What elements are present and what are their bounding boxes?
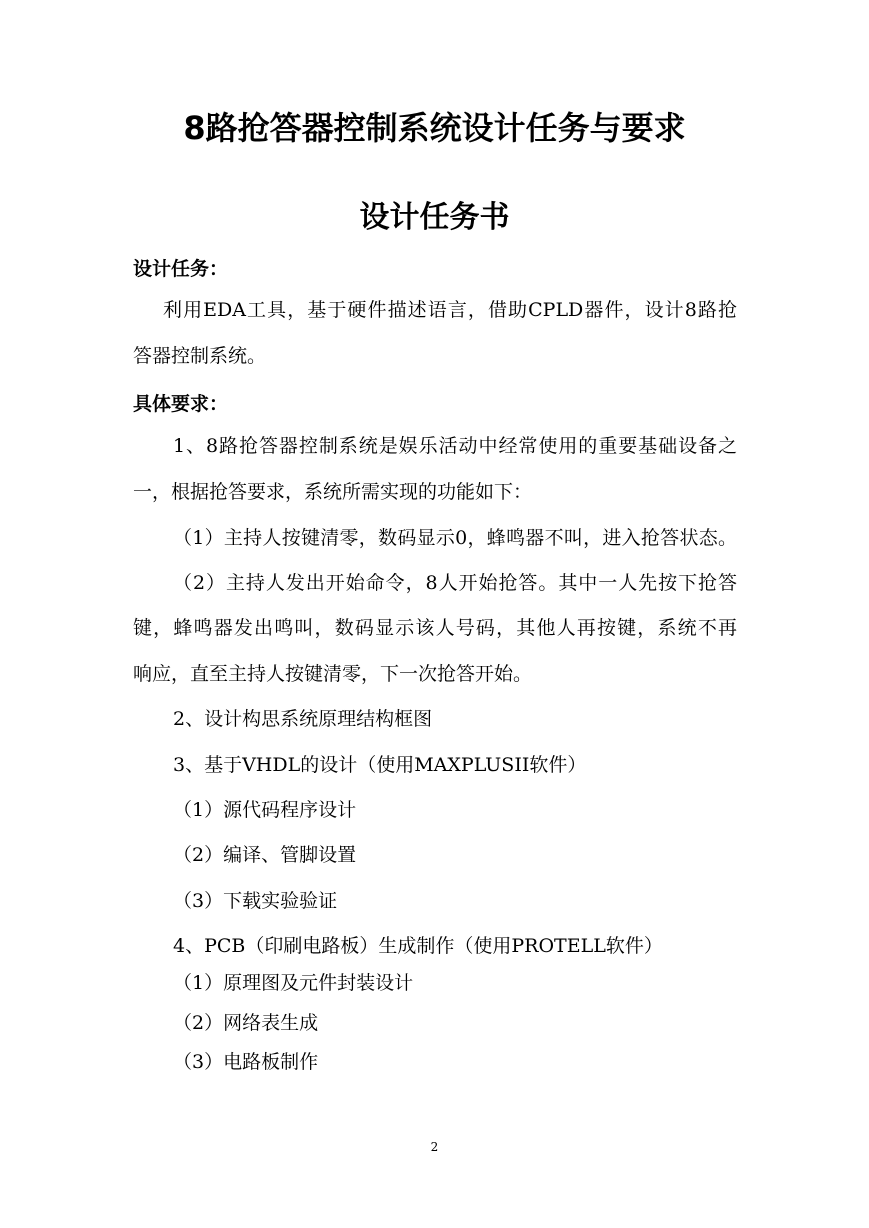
- requirement-3-item-3: （3）下载实验验证: [173, 890, 338, 912]
- requirement-1-item-2-line-1: （2）主持人发出开始命令，8人开始抢答。其中一人先按下抢答: [173, 572, 737, 594]
- requirement-4-item-3: （3）电路板制作: [173, 1051, 319, 1073]
- task-text-line-2: 答器控制系统。: [133, 345, 267, 367]
- requirement-1-line-2: 一，根据抢答要求，系统所需实现的功能如下：: [133, 481, 533, 503]
- requirement-3-item-1: （1）源代码程序设计: [173, 799, 357, 821]
- requirement-1-line-1: 1、8路抢答器控制系统是娱乐活动中经常使用的重要基础设备之: [173, 435, 737, 457]
- task-text-line-1: 利用EDA工具，基于硬件描述语言，借助CPLD器件，设计8路抢: [163, 299, 737, 321]
- document-subtitle: 设计任务书: [359, 200, 510, 235]
- task-heading: 设计任务：: [133, 258, 229, 280]
- requirements-heading: 具体要求：: [133, 393, 229, 415]
- requirement-1-item-2-line-2: 键，蜂鸣器发出鸣叫，数码显示该人号码，其他人再按键，系统不再: [133, 617, 737, 639]
- requirement-4: 4、PCB（印刷电路板）生成制作（使用PROTELL软件）: [173, 935, 663, 957]
- page-title: 8路抢答器控制系统设计任务与要求: [183, 109, 686, 147]
- page-number: 2: [430, 1140, 439, 1154]
- requirement-3-item-2: （2）编译、管脚设置: [173, 844, 357, 866]
- requirement-2: 2、设计构思系统原理结构框图: [173, 708, 433, 730]
- requirement-4-item-2: （2）网络表生成: [173, 1012, 319, 1034]
- requirement-3: 3、基于VHDL的设计（使用MAXPLUSII软件）: [173, 754, 587, 776]
- requirement-1-item-2-line-3: 响应，直至主持人按键清零，下一次抢答开始。: [133, 663, 533, 685]
- requirement-4-item-1: （1）原理图及元件封装设计: [173, 972, 414, 994]
- requirement-1-item-1: （1）主持人按键清零，数码显示0，蜂鸣器不叫，进入抢答状态。: [173, 527, 737, 549]
